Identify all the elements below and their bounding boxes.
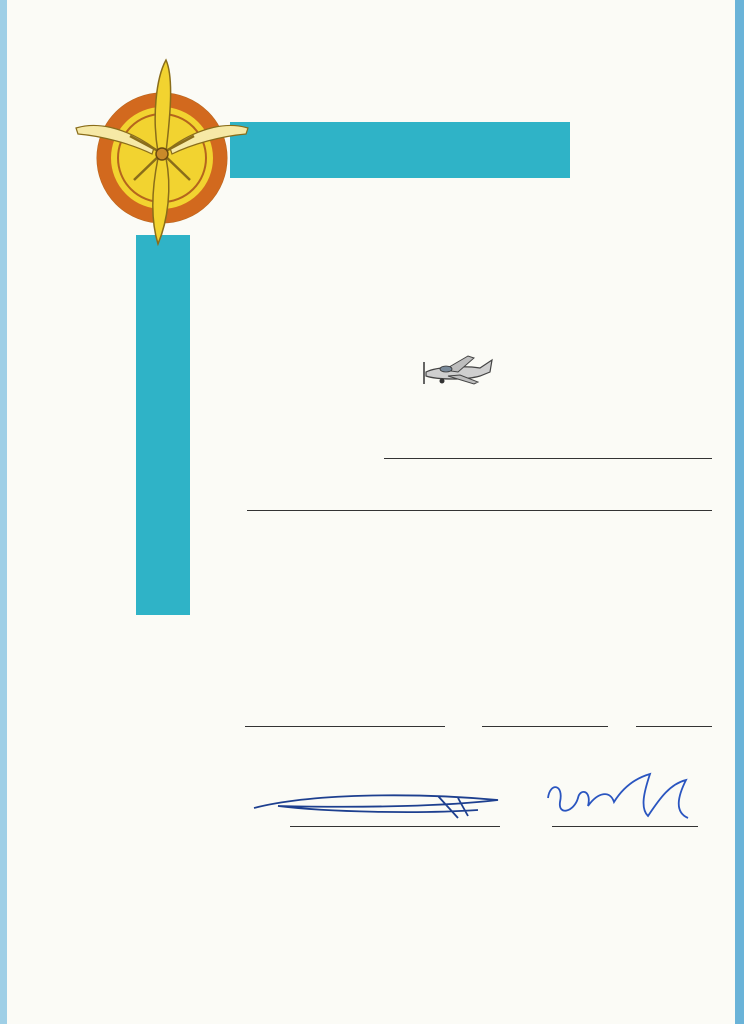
month-line (482, 726, 608, 727)
left-border-band (128, 235, 198, 775)
top-border-band (230, 122, 670, 182)
scan-edge-right (735, 0, 744, 1024)
signature-piloto (540, 772, 710, 832)
airplane-icon (418, 348, 496, 390)
jefe-signature-line (290, 826, 500, 827)
cadet-names-line (247, 510, 712, 511)
signature-jefe (248, 784, 510, 828)
piloto-signature-line (552, 826, 698, 827)
cadet-surname-line (384, 458, 712, 459)
emblem-aviacion-militar (72, 58, 252, 248)
scan-edge-left (0, 0, 7, 1024)
place-day-line (245, 726, 445, 727)
year-line (636, 726, 712, 727)
